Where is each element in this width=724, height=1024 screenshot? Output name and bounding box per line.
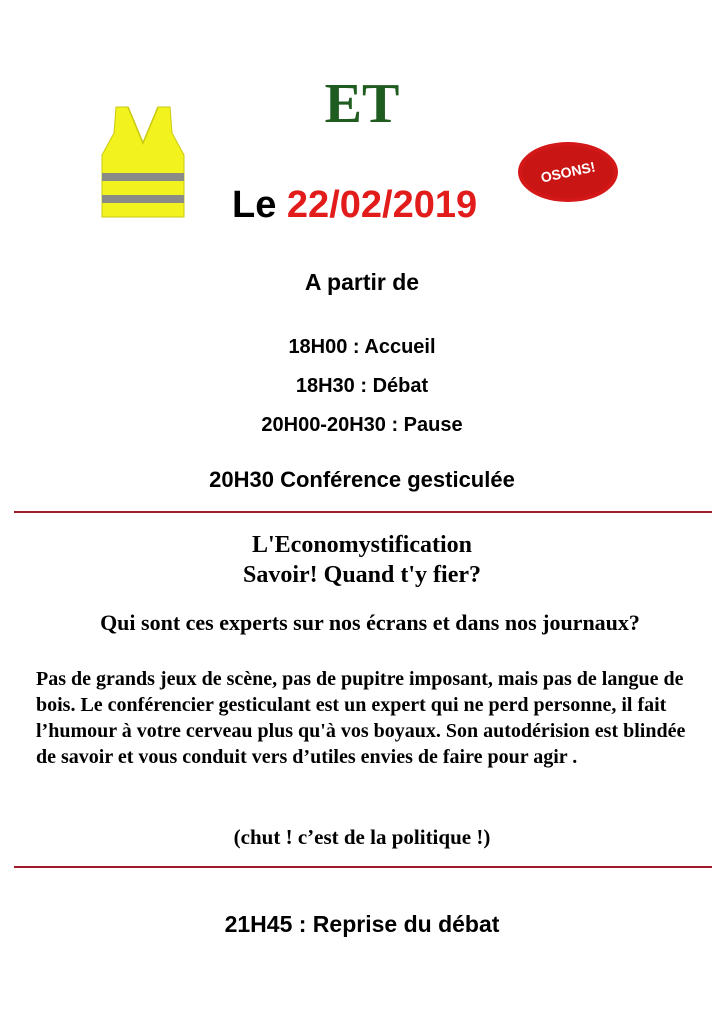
divider-bottom bbox=[14, 866, 712, 868]
event-heading-et: ET bbox=[324, 73, 400, 135]
schedule-item-accueil: 18H00 : Accueil bbox=[288, 336, 436, 358]
talk-description: Pas de grands jeux de scène, pas de pupitre imposant, mais pas de langue de bois. Le conférencier gesticulant est un expert qui ne perd personne, il fait l’humour à votre cerveau plus qu'à vos boyaux. Son autodérision est blindée de savoir et vous conduit vers d’utiles envies de faire pour agir . bbox=[36, 668, 686, 768]
osons-badge-text: OSONS! bbox=[539, 158, 597, 186]
divider-top bbox=[14, 511, 712, 513]
yellow-vest-icon bbox=[98, 103, 188, 221]
talk-title: L'Economystification bbox=[252, 532, 472, 558]
schedule-item-conference: 20H30 Conférence gesticulée bbox=[209, 467, 515, 492]
talk-aside: (chut ! c’est de la politique !) bbox=[233, 825, 491, 849]
talk-question: Qui sont ces experts sur nos écrans et dans nos journaux? bbox=[100, 610, 640, 635]
event-date-line bbox=[232, 184, 477, 227]
date-prefix: Le bbox=[232, 184, 277, 226]
program-intro: A partir de bbox=[304, 269, 420, 295]
event-date: 22/02/2019 bbox=[286, 184, 478, 226]
schedule-item-debat: 18H30 : Débat bbox=[295, 375, 429, 397]
schedule-item-pause: 20H00-20H30 : Pause bbox=[261, 414, 463, 436]
osons-badge-icon bbox=[517, 141, 619, 203]
schedule-item-reprise: 21H45 : Reprise du débat bbox=[224, 911, 500, 937]
talk-subtitle: Savoir! Quand t'y fier? bbox=[243, 562, 481, 588]
